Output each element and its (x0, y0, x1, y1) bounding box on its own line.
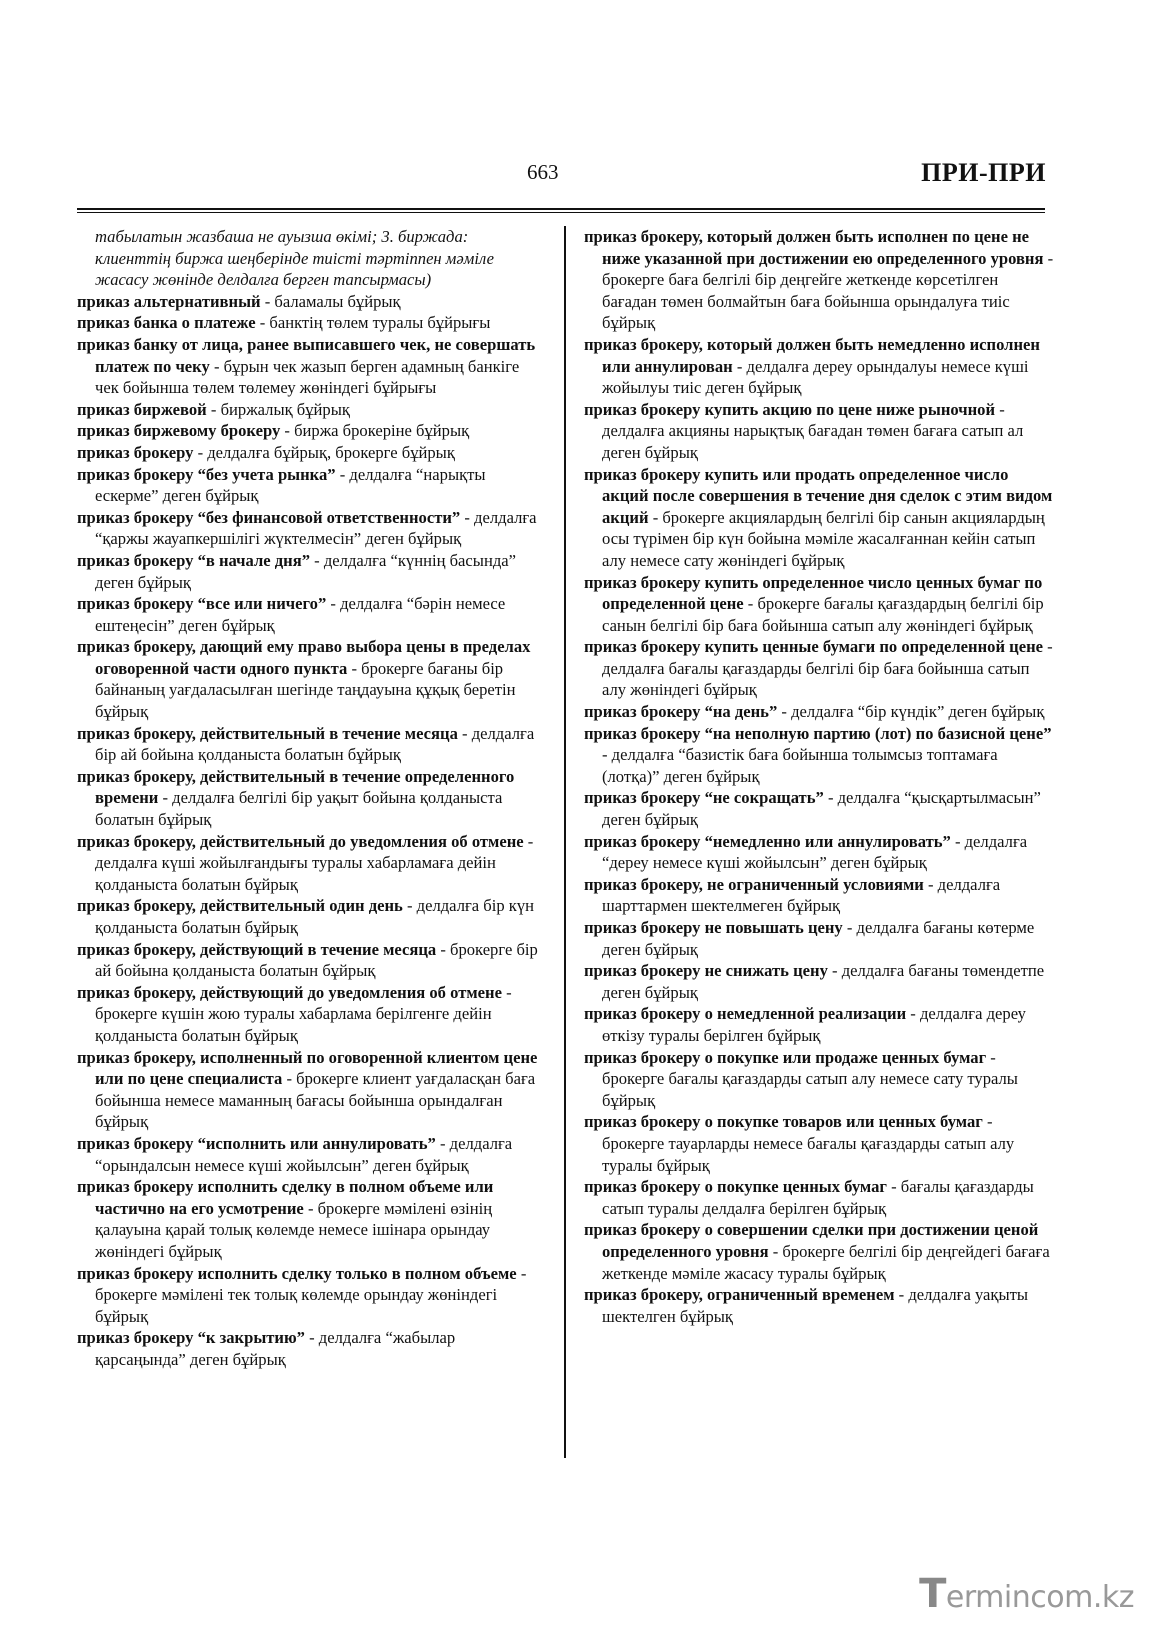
entry-definition: - брокерге бір ай бойына қолданыста болатын бұйрық (95, 939, 538, 981)
entry-definition: - биржалық бұйрық (206, 399, 350, 419)
entry-definition: - брокерге акциялардың белгілі бір санын акциялардың осы түрімен бір күн бойына мәміле жасалғаннан кейін сатып алу немесе сату жөніндегі бұйрық (602, 507, 1045, 570)
dictionary-entry (584, 1176, 1054, 1219)
entry-term: приказ брокеру “к закрытию” (77, 1328, 305, 1348)
entry-term: приказ банку от лица, ранее выписавшего чек, не совершать платеж по чеку (77, 334, 536, 376)
entry-definition: - баламалы бұйрық (260, 291, 401, 311)
entry-term: приказ брокеру, который должен быть немедленно исполнен или аннулирован (584, 334, 1040, 376)
entry-term: приказ брокеру купить определенное число ценных бумаг по определенной цене (584, 572, 1043, 614)
entry-term: приказ брокеру “исполнить или аннулировать” (77, 1133, 436, 1153)
dictionary-entry (584, 464, 1054, 572)
entry-term: приказ брокеру, дающий ему право выбора цены в пределах оговоренной части одного пункта (77, 637, 531, 678)
entry-definition: - делдалға бағаны төмендетпе деген бұйрық (602, 961, 1045, 1002)
entry-definition: - делдалға “дереу немесе күші жойылсын” деген бұйрық (602, 831, 1028, 873)
entry-definition: - делдалға “бәрін немесе ештеңесін” деген бұйрық (95, 594, 506, 635)
entry-definition: - брокерге бағалы қағаздарды сатып алу немесе сату туралы бұйрық (602, 1047, 1018, 1110)
entry-term: приказ брокеру “без учета рынка” (77, 464, 336, 484)
entry-term: приказ брокеру, действительный один день (77, 896, 403, 916)
page-number: 663 (527, 160, 559, 184)
dictionary-entry (584, 960, 1054, 1003)
entry-term: приказ брокеру, который должен быть исполнен по цене не ниже указанной при достижении ею определенного уровня (584, 227, 1044, 268)
entry-definition: - делдалға “жабылар қарсаңында” деген бұйрық (95, 1328, 456, 1369)
dictionary-entry (77, 593, 547, 636)
dictionary-entry (77, 1327, 547, 1370)
entry-definition: - делдалға дереу орындалуы немесе күші жойылуы тиіс деген бұйрық (602, 356, 1029, 398)
right-column (584, 226, 1054, 1327)
entry-term: приказ банка о платеже (77, 313, 256, 333)
dictionary-entry (77, 636, 547, 722)
entry-definition: - делдалға бағаны көтерме деген бұйрық (602, 918, 1035, 959)
entry-definition: - делдалға акцияны нарықтық бағадан төмен бағаға сатып ал деген бұйрық (602, 399, 1024, 462)
dictionary-entry (584, 831, 1054, 874)
dictionary-entry (77, 334, 547, 399)
entry-definition: - делдалға шарттармен шектелмеген бұйрық (602, 874, 1001, 916)
dictionary-entry (77, 507, 547, 550)
logo-text: ermincom (945, 1580, 1093, 1615)
right-entry-list (584, 226, 1054, 1327)
entry-definition: - брокерге мәмілені өзінің қалауына қарай толық көлемде немесе ішінара орындау жөніндегі бұйрық (95, 1198, 493, 1261)
dictionary-entry (77, 1047, 547, 1133)
entry-definition: - брокерге клиент уағдаласқан баға бойынша немесе маманның бағасы бойынша орындалған бұйрық (95, 1069, 536, 1132)
entry-definition: - брокерге бағаны бір байнаның уағдаласылған шегінде таңдауына құқық беретін бұйрық (95, 658, 516, 722)
dictionary-entry (584, 701, 1054, 723)
entry-term: приказ брокеру купить акцию по цене ниже рыночной (584, 399, 996, 419)
column-divider (564, 226, 566, 1458)
entry-term: приказ биржевому брокеру (77, 421, 281, 441)
header-rule-thin (77, 212, 1045, 213)
dictionary-entry (584, 1047, 1054, 1112)
dictionary-entry (584, 226, 1054, 334)
entry-definition: - биржа брокеріне бұйрық (280, 421, 470, 441)
entry-term: приказ брокеру (77, 442, 194, 462)
entry-definition: - делдалға бір ай бойына қолданыста болатын бұйрық (95, 723, 535, 765)
entry-term: приказ брокеру купить ценные бумаги по определенной цене (584, 637, 1044, 657)
entry-term: приказ брокеру, действительный в течение определенного времени (77, 766, 515, 808)
entry-term: приказ брокеру, действительный в течение месяца (77, 723, 458, 743)
entry-term: приказ брокеру, действующий до уведомления об отмене (77, 982, 502, 1002)
entry-term: приказ брокеру исполнить сделку в полном объеме или частично на его усмотрение (77, 1177, 494, 1218)
dictionary-entry (77, 291, 547, 313)
entry-definition: - брокерге бағалы қағаздардың белгілі бір санын белгілі бір баға бойынша сатып алу жөніндегі бұйрық (602, 594, 1044, 635)
entry-term: приказ брокеру, не ограниченный условиями (584, 874, 924, 894)
dictionary-entry (584, 1284, 1054, 1327)
entry-definition: - делдалға бағалы қағаздарды белгілі бір баға бойынша сатып алу жөніндегі бұйрық (602, 637, 1053, 700)
entry-term: приказ брокеру, исполненный по оговоренной клиентом цене или по цене специалиста (77, 1047, 538, 1089)
left-column (77, 226, 547, 1370)
entry-term: приказ брокеру о покупке ценных бумаг (584, 1177, 887, 1197)
entry-definition: - делдалға дереу өткізу туралы берілген бұйрық (602, 1004, 1026, 1045)
left-entry-list (77, 291, 547, 1371)
dictionary-entry (77, 399, 547, 421)
entry-term: приказ брокеру “немедленно или аннулировать” (584, 831, 951, 851)
entry-definition: - делдалға күші жойылғандығы туралы хабарламаға дейін қолданыста болатын бұйрық (95, 831, 534, 894)
entry-definition: - делдалға “базистік баға бойынша толымсыз топтамаға (лотқа)” деген бұйрық (602, 745, 998, 786)
entry-definition: - делдалға бір күн қолданыста болатын бұйрық (95, 896, 535, 937)
entry-term: приказ альтернативный (77, 291, 261, 311)
dictionary-entry (77, 312, 547, 334)
dictionary-entry (584, 874, 1054, 917)
entry-term: приказ брокеру, ограниченный временем (584, 1285, 895, 1305)
entry-definition: - бағалы қағаздарды сатып туралы делдалға берілген бұйрық (602, 1177, 1034, 1218)
entry-term: приказ брокеру “не сокращать” (584, 788, 824, 808)
header-rule (77, 208, 1045, 210)
entry-definition: - брокерге тауарларды немесе бағалы қағаздарды сатып алу туралы бұйрық (602, 1112, 1015, 1175)
entry-definition: - брокерге белгілі бір деңгейдегі бағаға жеткенде мәміле жасасу туралы бұйрық (602, 1241, 1050, 1283)
dictionary-entry (584, 917, 1054, 960)
running-head: ПРИ-ПРИ (921, 158, 1046, 187)
entry-term: приказ брокеру “на неполную партию (лот) по базисной цене” (584, 723, 1052, 743)
entry-definition: - брокерге күшін жою туралы хабарлама берілгенге дейін қолданыста болатын бұйрық (95, 982, 512, 1045)
entry-term: приказ брокеру не снижать цену (584, 961, 828, 981)
entry-term: приказ брокеру “без финансовой ответственности” (77, 507, 461, 527)
dictionary-entry (77, 723, 547, 766)
site-logo (919, 1571, 1134, 1617)
entry-definition: - делдалға “нарықты ескерме” деген бұйрық (95, 464, 486, 506)
entry-definition: - делдалға “қысқартылмасын” деген бұйрық (602, 788, 1041, 830)
entry-term: приказ брокеру о покупке или продаже ценных бумаг (584, 1047, 987, 1067)
entry-definition: - делдалға бұйрық, брокерге бұйрық (193, 442, 455, 462)
dictionary-entry (77, 464, 547, 507)
entry-definition: - банктің төлем туралы бұйрығы (255, 313, 491, 333)
entry-definition: - брокерге баға белгілі бір деңгейге жеткенде көрсетілген бағадан төмен болмайтын баға бойынша орындалуға тиіс бұйрық (602, 248, 1054, 333)
dictionary-entry (77, 420, 547, 442)
entry-term: приказ брокеру купить или продать определенное число акций после совершения в течение дня сделок с этим видом акций (584, 464, 1053, 527)
dictionary-entry (77, 1133, 547, 1176)
entry-term: приказ брокеру о немедленной реализации (584, 1004, 907, 1024)
continuation-text: табылатын жазбаша не ауызша өкімі; 3. биржада: клиенттің биржа шеңберінде тиісті тәртіппен мәміле жасасу жөнінде делдалға берген тапсырмасы) (95, 227, 494, 290)
entry-definition: - бұрын чек жазып берген адамның банкіге чек бойынша төлем төлемеу жөніндегі бұйрығы (95, 356, 520, 398)
entry-term: приказ брокеру, действительный до уведомления об отмене (77, 831, 524, 851)
dictionary-entry (77, 1176, 547, 1262)
entry-term: приказ брокеру “на день” (584, 702, 778, 722)
dictionary-entry (77, 766, 547, 831)
dictionary-entry (584, 1219, 1054, 1284)
dictionary-entry (77, 982, 547, 1047)
entry-definition: - делдалға белгілі бір уақыт бойына қолданыста болатын бұйрық (95, 788, 503, 830)
entry-term: приказ брокеру о совершении сделки при достижении ценой определенного уровня (584, 1220, 1039, 1261)
dictionary-entry (584, 787, 1054, 830)
dictionary-entry (77, 1263, 547, 1328)
entry-term: приказ брокеру “в начале дня” (77, 550, 311, 570)
dictionary-entry (77, 442, 547, 464)
entry-definition: - делдалға “орындалсын немесе күші жойылсын” деген бұйрық (95, 1133, 513, 1175)
logo-letter-t: T (919, 1571, 946, 1617)
dictionary-entry (584, 636, 1054, 701)
entry-definition: - делдалға “қаржы жауапкершілігі жүктелмесін” деген бұйрық (95, 507, 537, 549)
logo-tld: .kz (1092, 1580, 1134, 1615)
entry-definition: - делдалға “күннің басында” деген бұйрық (95, 550, 516, 592)
dictionary-entry (77, 550, 547, 593)
dictionary-entry (584, 1003, 1054, 1046)
entry-term: приказ брокеру “все или ничего” (77, 594, 327, 614)
dictionary-entry (584, 399, 1054, 464)
dictionary-entry (584, 1111, 1054, 1176)
entry-definition: - брокерге мәмілені тек толық көлемде орындау жөніндегі бұйрық (95, 1263, 527, 1326)
entry-definition: - делдалға уақыты шектелген бұйрық (602, 1285, 1029, 1326)
entry-term: приказ брокеру о покупке товаров или ценных бумаг (584, 1112, 983, 1132)
dictionary-entry (584, 723, 1054, 788)
dictionary-entry (584, 334, 1054, 399)
dictionary-entry (77, 895, 547, 938)
dictionary-entry (77, 939, 547, 982)
entry-term: приказ биржевой (77, 399, 207, 419)
dictionary-entry (584, 572, 1054, 637)
entry-term: приказ брокеру исполнить сделку только в полном объеме (77, 1263, 517, 1283)
entry-definition: - делдалға “бір күндік” деген бұйрық (777, 702, 1045, 722)
dictionary-entry (77, 831, 547, 896)
entry-term: приказ брокеру не повышать цену (584, 918, 843, 937)
entry-term: приказ брокеру, действующий в течение месяца (77, 939, 437, 959)
